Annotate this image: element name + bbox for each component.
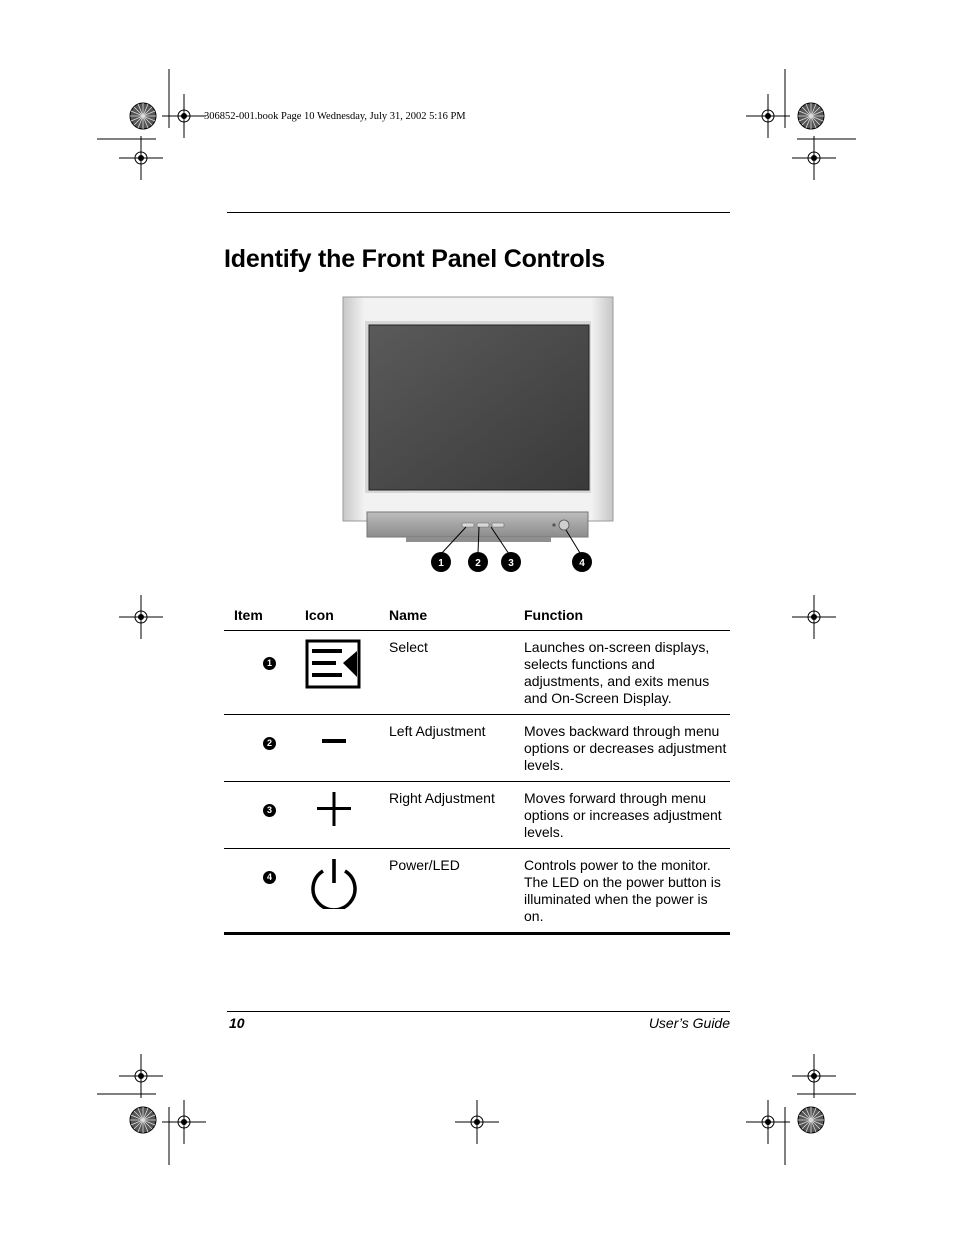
item-number: 4 (263, 871, 276, 884)
table-row (224, 782, 730, 849)
minus-icon (305, 723, 363, 767)
control-name: Right Adjustment (389, 782, 524, 849)
top-rule (227, 212, 730, 213)
table-header-row (224, 604, 730, 631)
callout-3 (501, 552, 521, 572)
control-function: Controls power to the monitor. The LED on the power button is illuminated when the power is on. (524, 849, 730, 934)
plus-icon (305, 790, 363, 834)
print-header: 306852-001.book Page 10 Wednesday, July 31, 2002 5:16 PM (204, 111, 466, 122)
control-name: Select (389, 631, 524, 715)
callout-2 (468, 552, 488, 572)
svg-text:1: 1 (438, 558, 444, 569)
callout-1 (431, 552, 451, 572)
footer-doc-title: User’s Guide (648, 1015, 730, 1031)
control-name: Power/LED (389, 849, 524, 934)
header-name: Name (389, 604, 524, 631)
header-item: Item (224, 604, 305, 631)
table-row (224, 631, 730, 715)
table-row (224, 715, 730, 782)
header-function: Function (524, 604, 730, 631)
monitor-illustration (340, 296, 630, 582)
item-number: 3 (263, 804, 276, 817)
power-icon (305, 857, 363, 909)
page-title: Identify the Front Panel Controls (224, 245, 605, 273)
header-icon: Icon (305, 604, 389, 631)
control-name: Left Adjustment (389, 715, 524, 782)
svg-text:3: 3 (508, 558, 514, 569)
item-number: 1 (263, 657, 276, 670)
control-function: Launches on-screen displays, selects functions and adjustments, and exits menus and On-Screen Display. (524, 631, 730, 715)
control-function: Moves forward through menu options or increases adjustment levels. (524, 782, 730, 849)
select-icon (305, 639, 363, 689)
callout-4 (572, 552, 592, 572)
table-row (224, 849, 730, 934)
control-function: Moves backward through menu options or decreases adjustment levels. (524, 715, 730, 782)
controls-table (224, 604, 730, 935)
footer-rule (227, 1011, 730, 1012)
svg-text:2: 2 (475, 558, 481, 569)
item-number: 2 (263, 737, 276, 750)
page-number: 10 (229, 1015, 245, 1031)
svg-text:4: 4 (579, 558, 585, 569)
